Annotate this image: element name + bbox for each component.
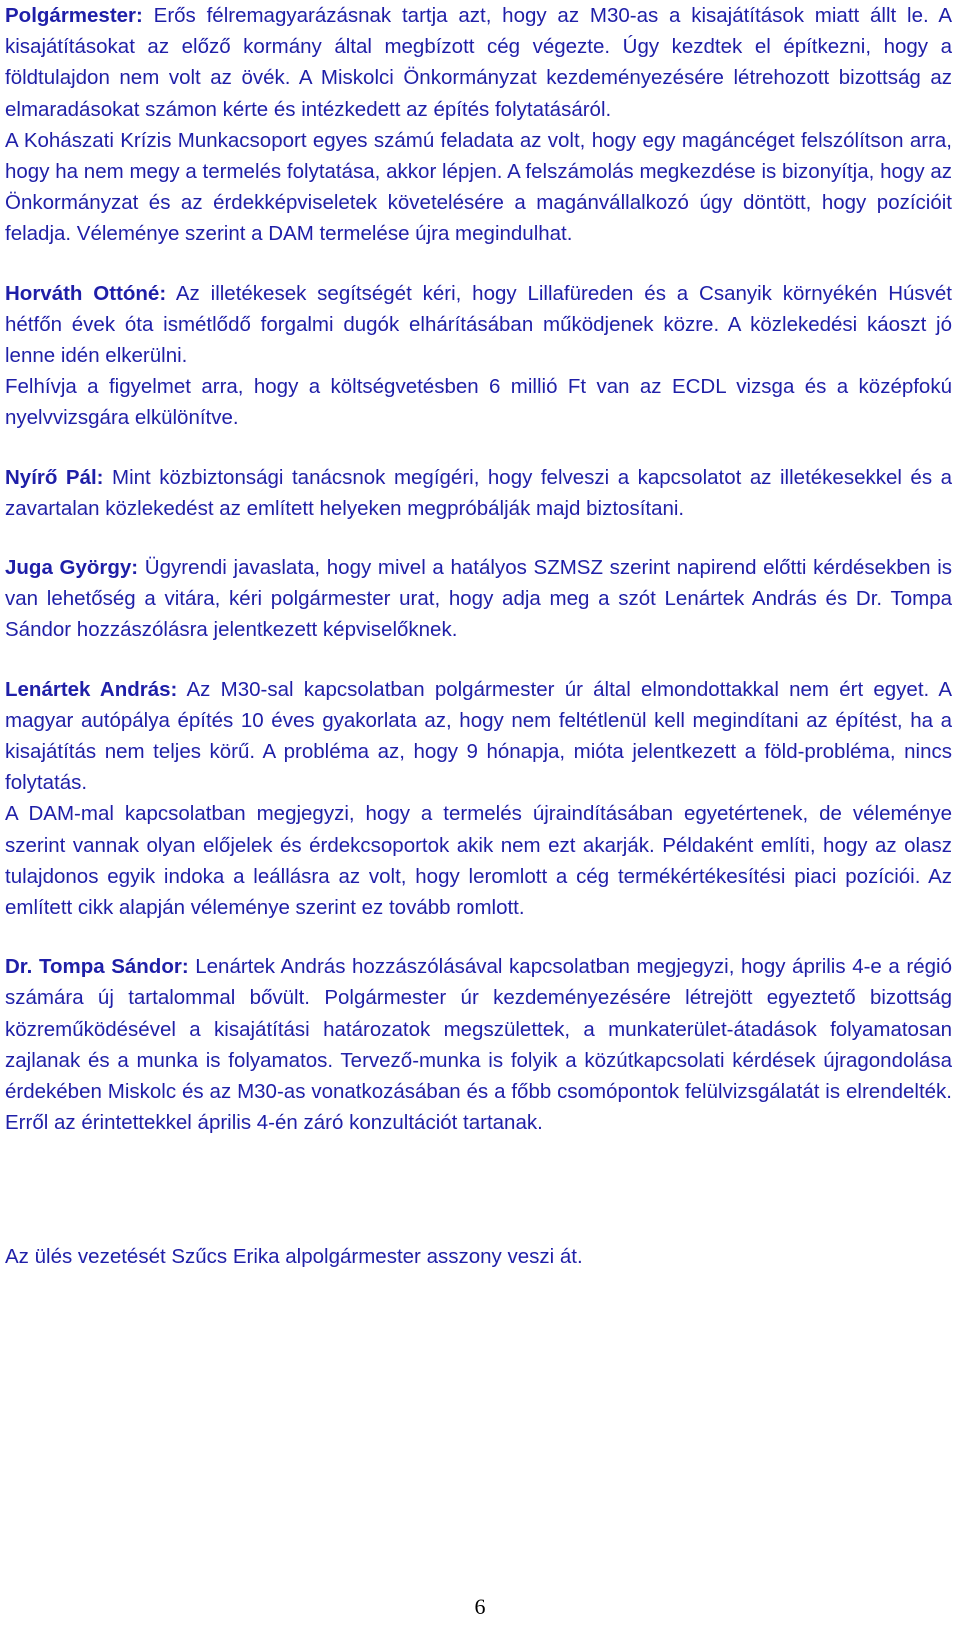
paragraph-text: Felhívja a figyelmet arra, hogy a költségvetésben 6 millió Ft van az ECDL vizsga és a középfokú nyelvvizsgára elkülönítve. xyxy=(5,375,952,430)
paragraph-text: A Kohászati Krízis Munkacsoport egyes számú feladata az volt, hogy egy magáncéget felszólítson arra, hogy ha nem megy a termelés folytatása, akkor lépjen. A felszámolás megkezdése is bizonyítja, hogy az Önkormányzat és az érdekképviseletek követelésére a magánvállalkozó úgy döntött, hogy pozícióit feladja. Véleménye szerint a DAM termelése újra megindulhat. xyxy=(5,128,952,246)
paragraph-juga-gyorgy xyxy=(5,552,952,646)
page-number: 6 xyxy=(474,1594,486,1619)
speaker-name: Horváth Ottóné: xyxy=(5,281,167,305)
paragraph-text: Ügyrendi javaslata, hogy mivel a hatályos SZMSZ szerint napirend előtti kérdésekben is van lehetőség a vitára, kéri polgármester urat, hogy adja meg a szót Lenártek András és Dr. Tompa Sándor hozzászólásra jelentkezett képviselőknek. xyxy=(5,556,952,642)
paragraph-tompa-sandor xyxy=(5,951,952,1138)
paragraph-polgarmester xyxy=(5,0,952,125)
paragraph-text: Lenártek András hozzászólásával kapcsolatban megjegyzi, hogy április 4-e a régió számára új tartalommal bővült. Polgármester úr kezdeményezésére létrejött egyeztető bizottság közreműködésével a kisajátítási határozatok megszülettek, a munkaterület-átadások folyamatosan zajlanak és a munka is folyamatos. Tervező-munka is folyik a közútkapcsolati kérdések újragondolása érdekében Miskolc és az M30-as vonatkozásában és a főbb csomópontok felülvizsgálatát is elrendelték. Erről az érintettekkel április 4-én záró konzultációt tartanak. xyxy=(5,955,952,1135)
paragraph-text: Az M30-sal kapcsolatban polgármester úr által elmondottakkal nem ért egyet. A magyar autópálya építés 10 éves gyakorlata az, hogy nem feltétlenül kell megindítani az építést, ha a kisajátítás nem teljes körű. A probléma az, hogy 9 hónapja, mióta jelentkezett a föld-probléma, nincs folytatás. xyxy=(5,677,952,795)
speaker-name: Polgármester: xyxy=(5,4,143,27)
closing-line: Az ülés vezetését Szűcs Erika alpolgármester asszony veszi át. xyxy=(5,1244,583,1268)
paragraph-text: A DAM-mal kapcsolatban megjegyzi, hogy a termelés újraindításában egyetértenek, de véleménye szerint vannak olyan előjelek és érdekcsoportok akik nem ezt akarják. Példaként említi, hogy az olasz tulajdonos egyik indoka a leállásra az volt, hogy leromlott a cég termékértékesítési piaci pozíciói. Az említett cikk alapján véleménye szerint ez tovább romlott. xyxy=(5,802,952,920)
speaker-name: Juga György: xyxy=(5,556,139,580)
paragraph-horvath-ottone xyxy=(5,278,952,372)
paragraph-text: Az illetékesek segítségét kéri, hogy Lillafüreden és a Csanyik környékén Húsvét hétfőn évek óta ismétlődő forgalmi dugók elhárításában működjenek közre. A közlekedési káoszt jó lenne idén elkerülni. xyxy=(5,281,952,368)
paragraph-text: Mint közbiztonsági tanácsnok megígéri, hogy felveszi a kapcsolatot az illetékesekkel és a zavartalan közlekedést az említett helyeken megpróbálják majd biztosítani. xyxy=(5,465,952,520)
paragraph-kohaszati-krizis xyxy=(5,125,952,250)
speaker-name: Nyírő Pál: xyxy=(5,465,104,489)
document-body xyxy=(5,0,952,1272)
paragraph-ecdl xyxy=(5,371,952,433)
paragraph-text: Erős félremagyarázásnak tartja azt, hogy az M30-as a kisajátítások miatt állt le. A kisajátításokat az előző kormány által megbízott cég végezte. Úgy kezdtek el építkezni, hogy a földtulajdon nem volt az övék. A Miskolci Önkormányzat kezdeményezésére létrehozott bizottság az elmaradásokat számon kérte és intézkedett az építés folytatásáról. xyxy=(5,4,952,121)
speaker-name: Dr. Tompa Sándor: xyxy=(5,955,189,979)
paragraph-nyiro-pal xyxy=(5,462,952,524)
paragraph-lenartek-andras xyxy=(5,674,952,799)
speaker-name: Lenártek András: xyxy=(5,677,178,701)
paragraph-dam xyxy=(5,798,952,923)
